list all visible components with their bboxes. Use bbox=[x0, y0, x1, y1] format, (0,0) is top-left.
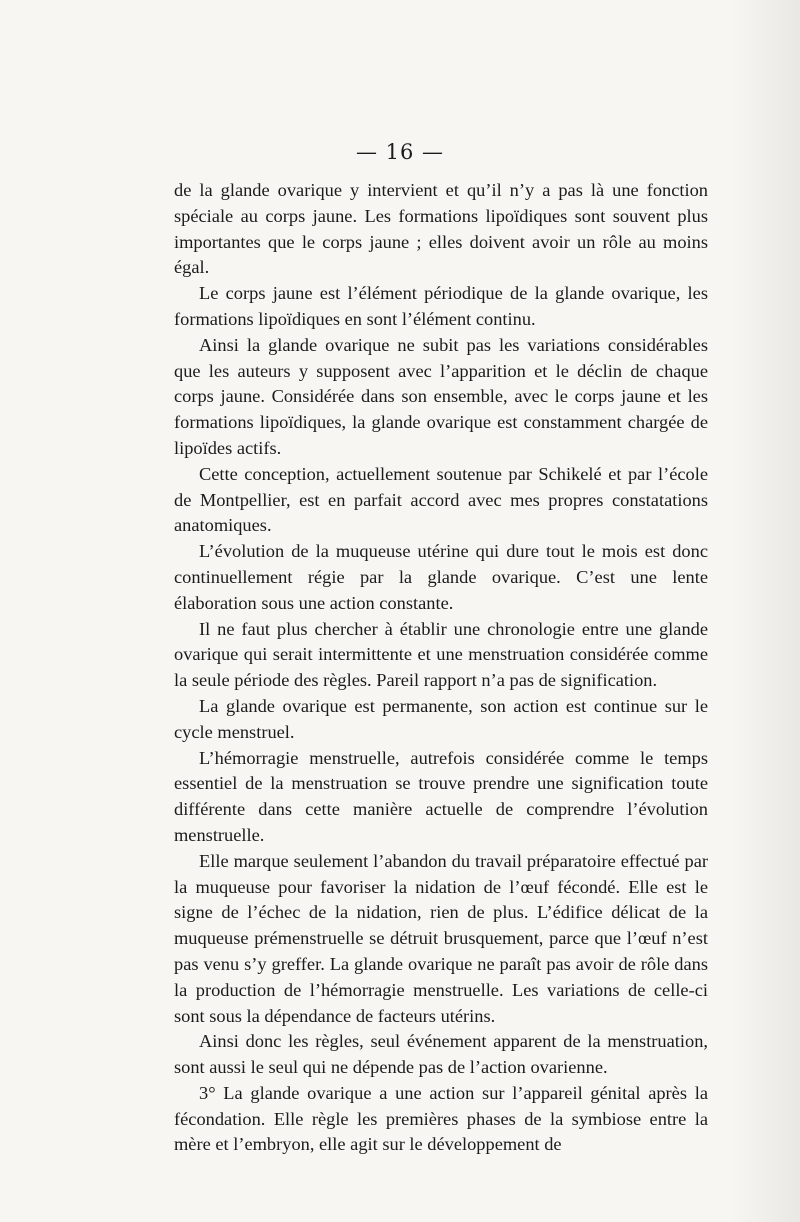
paragraph: L’évolution de la muqueuse utérine qui dure tout le mois est donc continuellement régie par la glande ovarique. C’est une lente élaboration sous une action constante. bbox=[174, 541, 708, 613]
paragraph: L’hémorragie menstruelle, autrefois considérée comme le temps essentiel de la menstruation se trouve prendre une signification toute différente dans cette manière actuelle de comprendre l’évolution menstruelle. bbox=[174, 747, 708, 845]
paragraph: La glande ovarique est permanente, son action est continue sur le cycle menstruel. bbox=[174, 695, 708, 742]
paragraph: Il ne faut plus chercher à établir une chronologie entre une glande ovarique qui serait intermittente et une menstruation considérée comme la seule période des règles. Pareil rapport n’a pas de signification. bbox=[174, 618, 708, 691]
page-edge-shadow bbox=[730, 0, 800, 1222]
paragraph: de la glande ovarique y intervient et qu’il n’y a pas là une fonction spéciale au corps jaune. Les formations lipoïdiques sont souvent plus importantes que le corps jaune ; elles doivent avoir un rôle au moins égal. bbox=[174, 180, 708, 278]
paragraph: Cette conception, actuellement soutenue par Schikelé et par l’école de Montpellier, est en parfait accord avec mes propres constatations anatomiques. bbox=[174, 463, 708, 536]
paragraph: Le corps jaune est l’élément périodique de la glande ovarique, les formations lipoïdiques en sont l’élément continu. bbox=[174, 283, 708, 329]
paragraph: 3° La glande ovarique a une action sur l’appareil génital après la fécondation. Elle règle les premières phases de la symbiose entre la mère et l’embryon, elle agit sur le développement de bbox=[174, 1082, 708, 1155]
paragraph: Ainsi donc les règles, seul événement apparent de la menstruation, sont aussi le seul qui ne dépende pas de l’action ovarienne. bbox=[174, 1031, 708, 1078]
page-number: — 16 — bbox=[355, 140, 445, 164]
paragraph: Elle marque seulement l’abandon du travail préparatoire effectué par la muqueuse pour favoriser la nidation de l’œuf fécondé. Elle est le signe de l’échec de la nidation, rien de plus. L’édifice délicat de la muqueuse prémenstruelle se détruit brusquement, parce que l’œuf n’est pas venu s’y greffer. La glande ovarique ne paraît pas avoir de rôle dans la production de l’hémorragie menstruelle. Les variations de celle-ci sont sous la dépendance de facteurs utérins. bbox=[174, 850, 708, 1026]
paragraph: Ainsi la glande ovarique ne subit pas les variations considérables que les auteurs y supposent avec l’apparition et le déclin de chaque corps jaune. Considérée dans son ensemble, avec le corps jaune et les formations lipoïdiques, la glande ovarique est constamment chargée de lipoïdes actifs. bbox=[174, 334, 708, 458]
body-text bbox=[174, 178, 708, 1158]
